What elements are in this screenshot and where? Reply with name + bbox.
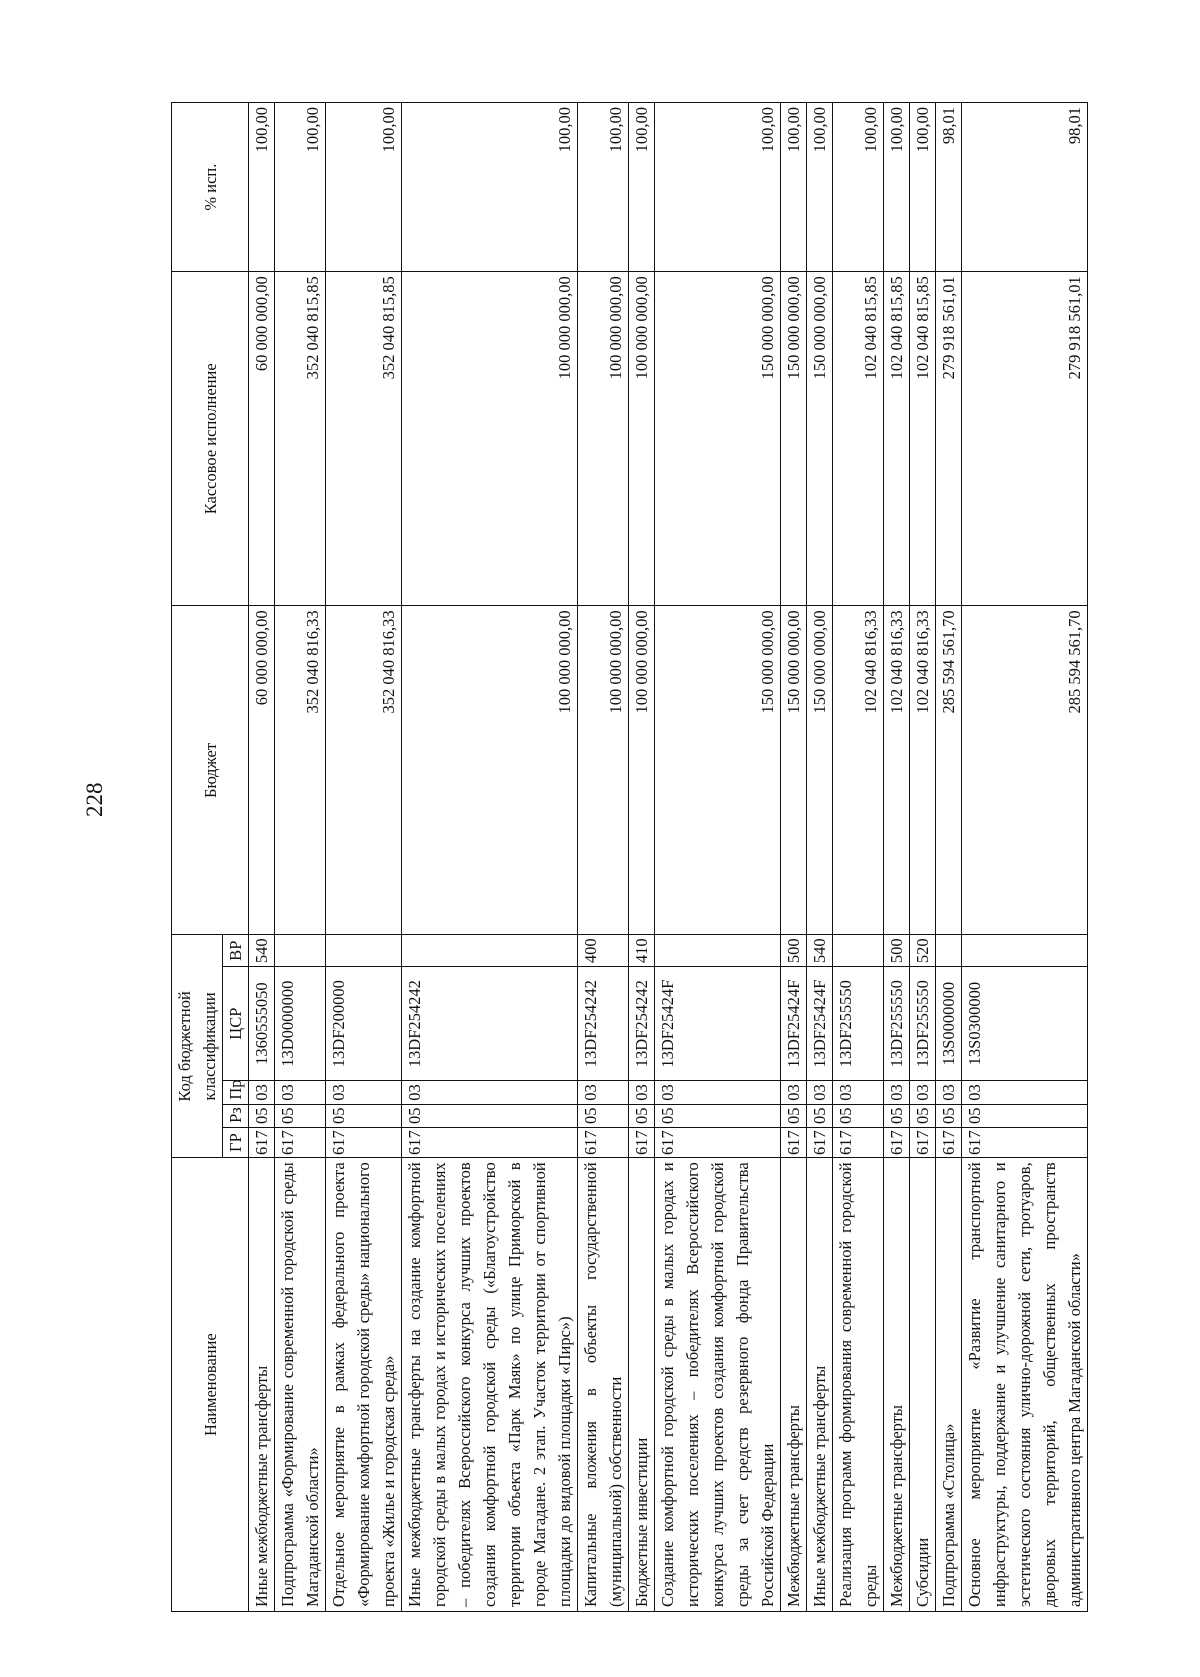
cell-csr: 1360555050 [249,966,275,1080]
cell-percent: 100,00 [249,103,275,272]
cell-budget: 150 000 000,00 [807,606,833,935]
cell-pr: 03 [936,1081,962,1104]
table-body [249,103,1088,1612]
cell-budget: 150 000 000,00 [655,606,781,935]
cell-gr: 617 [402,1127,578,1157]
cell-pr: 03 [629,1081,655,1104]
cell-csr: 13DF25424F [807,966,833,1080]
cell-csr: 13D0000000 [275,966,326,1080]
cell-gr: 617 [275,1127,326,1157]
table-row [275,103,326,1612]
rotated-page-content [171,102,1084,1612]
cell-csr: 13S0000000 [936,966,962,1080]
cell-rz: 05 [275,1104,326,1127]
cell-budget: 102 040 816,33 [833,606,884,935]
header-rz: Рз [223,1104,249,1127]
cell-gr: 617 [578,1127,629,1157]
cell-csr: 13DF25424F [655,966,781,1080]
cell-rz: 05 [326,1104,402,1127]
cell-rz: 05 [962,1104,1088,1127]
cell-percent: 100,00 [833,103,884,272]
cell-rz: 05 [629,1104,655,1127]
cell-cash: 150 000 000,00 [807,272,833,606]
cell-percent: 98,01 [962,103,1088,272]
table-row [962,103,1088,1612]
cell-vr: 410 [629,935,655,966]
table-row [249,103,275,1612]
cell-budget: 285 594 561,70 [962,606,1088,935]
header-name: Наименование [172,1158,249,1612]
cell-pr: 03 [781,1081,807,1104]
cell-cash: 100 000 000,00 [629,272,655,606]
cell-gr: 617 [884,1127,910,1157]
cell-csr: 13DF254242 [402,966,578,1080]
cell-budget: 100 000 000,00 [629,606,655,935]
cell-rz: 05 [402,1104,578,1127]
header-cash: Кассовое исполнение [172,272,249,606]
cell-gr: 617 [910,1127,936,1157]
cell-rz: 05 [884,1104,910,1127]
page-number: 228 [82,782,107,817]
cell-vr: 540 [249,935,275,966]
header-pr: Пр [223,1081,249,1104]
cell-pr: 03 [833,1081,884,1104]
cell-pr: 03 [910,1081,936,1104]
cell-cash: 100 000 000,00 [402,272,578,606]
cell-vr [275,935,326,966]
cell-csr: 13DF25424F [781,966,807,1080]
cell-name: Основное мероприятие «Развитие транспортной инфраструктуры, поддержание и улучшение санитарного и эстетического состояния улично-дорожной сети, тротуаров, дворовых территорий, общественных пространств административного центра Магаданской области» [962,1158,1088,1612]
cell-gr: 617 [936,1127,962,1157]
cell-pr: 03 [655,1081,781,1104]
cell-percent: 100,00 [326,103,402,272]
cell-name: Субсидии [910,1158,936,1612]
cell-percent: 100,00 [402,103,578,272]
cell-pr: 03 [962,1081,1088,1104]
cell-percent: 100,00 [275,103,326,272]
cell-cash: 150 000 000,00 [655,272,781,606]
cell-vr: 500 [884,935,910,966]
header-vr: ВР [223,935,249,966]
cell-gr: 617 [781,1127,807,1157]
cell-gr: 617 [629,1127,655,1157]
cell-name: Иные межбюджетные трансферты на создание комфортной городской среды в малых городах и исторических поселениях – победителях Всероссийского конкурса лучших проектов создания комфортной городской среды («Благоустройство территории объекта «Парк Маяк» по улице Приморской в городе Магадане. 2 этап. Участок территории от спортивной площадки до видовой площадки «Пирс») [402,1158,578,1612]
cell-pr: 03 [578,1081,629,1104]
cell-percent: 100,00 [578,103,629,272]
cell-name: Подпрограмма «Столица» [936,1158,962,1612]
cell-cash: 60 000 000,00 [249,272,275,606]
cell-csr: 13DF200000 [326,966,402,1080]
cell-percent: 100,00 [781,103,807,272]
table-header [172,103,249,1612]
table-row [578,103,629,1612]
cell-rz: 05 [578,1104,629,1127]
cell-vr: 540 [807,935,833,966]
cell-percent: 100,00 [884,103,910,272]
cell-vr: 500 [781,935,807,966]
table-row [884,103,910,1612]
cell-csr: 13DF255550 [910,966,936,1080]
table-row [910,103,936,1612]
cell-cash: 352 040 815,85 [275,272,326,606]
cell-csr: 13S0300000 [962,966,1088,1080]
cell-rz: 05 [910,1104,936,1127]
cell-budget: 60 000 000,00 [249,606,275,935]
cell-pr: 03 [807,1081,833,1104]
table-row [833,103,884,1612]
cell-rz: 05 [807,1104,833,1127]
cell-budget: 150 000 000,00 [781,606,807,935]
cell-pr: 03 [884,1081,910,1104]
table-row [326,103,402,1612]
cell-vr [962,935,1088,966]
cell-vr [326,935,402,966]
cell-rz: 05 [833,1104,884,1127]
header-percent: % исп. [172,103,249,272]
cell-gr: 617 [807,1127,833,1157]
header-gr: ГР [223,1127,249,1157]
budget-table [171,102,1088,1612]
cell-csr: 13DF255550 [833,966,884,1080]
cell-name: Реализация программ формирования современной городской среды [833,1158,884,1612]
cell-percent: 100,00 [629,103,655,272]
header-csr: ЦСР [223,966,249,1080]
cell-gr: 617 [962,1127,1088,1157]
cell-percent: 98,01 [936,103,962,272]
cell-percent: 100,00 [655,103,781,272]
cell-gr: 617 [326,1127,402,1157]
cell-vr [655,935,781,966]
cell-budget: 352 040 816,33 [275,606,326,935]
cell-gr: 617 [249,1127,275,1157]
cell-budget: 285 594 561,70 [936,606,962,935]
cell-cash: 279 918 561,01 [962,272,1088,606]
cell-cash: 100 000 000,00 [578,272,629,606]
cell-cash: 352 040 815,85 [326,272,402,606]
header-budget: Бюджет [172,606,249,935]
cell-budget: 352 040 816,33 [326,606,402,935]
cell-rz: 05 [936,1104,962,1127]
cell-budget: 102 040 816,33 [884,606,910,935]
cell-vr [936,935,962,966]
cell-name: Отдельное мероприятие в рамках федерального проекта «Формирование комфортной городской среды» национального проекта «Жилье и городская среда» [326,1158,402,1612]
table-row [781,103,807,1612]
cell-vr: 520 [910,935,936,966]
table-row [629,103,655,1612]
cell-rz: 05 [655,1104,781,1127]
cell-cash: 279 918 561,01 [936,272,962,606]
cell-rz: 05 [249,1104,275,1127]
cell-pr: 03 [326,1081,402,1104]
cell-budget: 100 000 000,00 [578,606,629,935]
cell-csr: 13DF255550 [884,966,910,1080]
cell-vr [402,935,578,966]
table-row [936,103,962,1612]
table-row [402,103,578,1612]
cell-pr: 03 [249,1081,275,1104]
cell-vr: 400 [578,935,629,966]
cell-pr: 03 [402,1081,578,1104]
cell-budget: 100 000 000,00 [402,606,578,935]
cell-name: Межбюджетные трансферты [781,1158,807,1612]
cell-name: Межбюджетные трансферты [884,1158,910,1612]
table-row [655,103,781,1612]
cell-cash: 150 000 000,00 [781,272,807,606]
cell-name: Бюджетные инвестиции [629,1158,655,1612]
cell-cash: 102 040 815,85 [910,272,936,606]
cell-vr [833,935,884,966]
cell-csr: 13DF254242 [578,966,629,1080]
cell-csr: 13DF254242 [629,966,655,1080]
cell-gr: 617 [833,1127,884,1157]
cell-name: Капитальные вложения в объекты государственной (муниципальной) собственности [578,1158,629,1612]
cell-name: Создание комфортной городской среды в малых городах и исторических поселениях – победителях Всероссийского конкурса лучших проектов создания комфортной городской среды за счет средств резервного фонда Правительства Российской Федерации [655,1158,781,1612]
header-code-group: Код бюджетной классификации [172,935,223,1158]
cell-cash: 102 040 815,85 [833,272,884,606]
cell-percent: 100,00 [910,103,936,272]
table-row [807,103,833,1612]
cell-cash: 102 040 815,85 [884,272,910,606]
cell-gr: 617 [655,1127,781,1157]
cell-percent: 100,00 [807,103,833,272]
cell-pr: 03 [275,1081,326,1104]
cell-name: Иные межбюджетные трансферты [249,1158,275,1612]
cell-budget: 102 040 816,33 [910,606,936,935]
cell-name: Иные межбюджетные трансферты [807,1158,833,1612]
cell-rz: 05 [781,1104,807,1127]
cell-name: Подпрограмма «Формирование современной городской среды Магаданской области» [275,1158,326,1612]
